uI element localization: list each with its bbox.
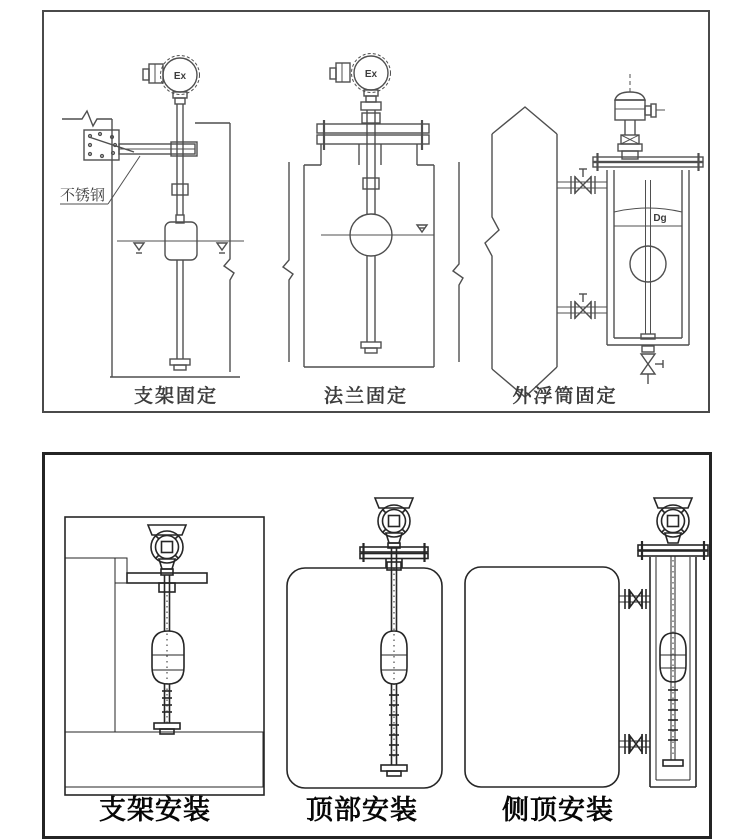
- figure-caption-side-top-installation: 侧顶安装: [502, 795, 614, 825]
- liquid-dashes: [117, 655, 259, 732]
- transmitter-head-icon: [375, 498, 413, 548]
- torn-edge: [492, 107, 557, 134]
- brick-wall: [65, 558, 115, 732]
- figure-caption-bracket-installation: 支架安装: [99, 795, 211, 825]
- stem-coupling: [363, 178, 379, 189]
- installation-methods-panel: [42, 452, 712, 839]
- float-icon: [630, 246, 666, 282]
- figure-flange-fixing: [283, 54, 463, 408]
- transmitter-head-icon: [148, 525, 186, 575]
- figure-caption-flange-fixing: 法兰固定: [323, 386, 409, 407]
- figure-bracket-fixing: [60, 56, 244, 408]
- stem-coupling: [159, 583, 175, 592]
- rod-end-stop: [663, 760, 683, 766]
- stem-graduations: [389, 695, 399, 755]
- junction-box-head-icon: [615, 74, 665, 159]
- vessel-break-line: [224, 123, 234, 372]
- break-line: [283, 162, 293, 362]
- transmitter-head-icon: [654, 498, 692, 543]
- figure-caption-bracket-fixing: 支架固定: [133, 386, 219, 407]
- liquid-dashes: [616, 252, 680, 307]
- stem-end-stop: [361, 342, 381, 348]
- pipe-valve-icon: [619, 734, 650, 754]
- cable-entry-icon: [645, 106, 651, 115]
- ex-marking: Ex: [364, 69, 378, 80]
- float-icon: [660, 633, 686, 682]
- stem-end-stop: [170, 359, 190, 365]
- drain-valve-icon: [641, 346, 663, 391]
- tank: [465, 567, 619, 787]
- float-icon: [152, 631, 184, 684]
- chamber-flange: [593, 157, 703, 162]
- level-symbol: [417, 225, 427, 232]
- transmitter-ex-head-icon: [143, 56, 200, 105]
- stem-end-stop: [381, 765, 407, 771]
- brick-floor: [65, 732, 263, 787]
- stem-coupling: [172, 184, 188, 195]
- cable-entry-icon: [330, 68, 336, 79]
- liquid-level-dashes: [70, 642, 259, 655]
- figure-external-chamber-fixing: [485, 74, 703, 407]
- liquid-dashes: [290, 653, 439, 785]
- liquid-dashes: [468, 658, 616, 787]
- transmitter-ex-head-icon: [330, 54, 391, 111]
- flange-plate: [317, 124, 429, 133]
- dg-dimension: [614, 213, 682, 230]
- fixing-methods-panel: [42, 10, 710, 413]
- ceiling-break-line: [62, 111, 112, 126]
- level-symbol: [134, 243, 227, 253]
- liquid-dashes: [499, 252, 552, 314]
- stainless-steel-label: 不锈钢: [60, 187, 106, 204]
- pipe-valve-icon: [619, 589, 650, 609]
- stem-end-stop: [154, 723, 180, 729]
- ex-marking: Ex: [173, 71, 187, 82]
- annotation-leader: [108, 156, 140, 204]
- figure-top-installation: [287, 498, 442, 825]
- flange-plate: [638, 545, 708, 550]
- isolation-valve-icon: [557, 169, 607, 194]
- wall-cap: [115, 558, 127, 583]
- cable-entry-icon: [143, 69, 149, 80]
- break-line: [453, 162, 463, 362]
- figure-side-top-installation: [465, 498, 708, 825]
- figure-caption-external-chamber-fixing: 外浮筒固定: [512, 386, 618, 407]
- dg-dimension-label: Dg: [653, 213, 667, 224]
- figure-caption-top-installation: 顶部安装: [306, 795, 418, 825]
- isolation-valve-icon: [557, 294, 607, 319]
- tank: [287, 568, 442, 788]
- figure-bracket-installation: [65, 517, 264, 825]
